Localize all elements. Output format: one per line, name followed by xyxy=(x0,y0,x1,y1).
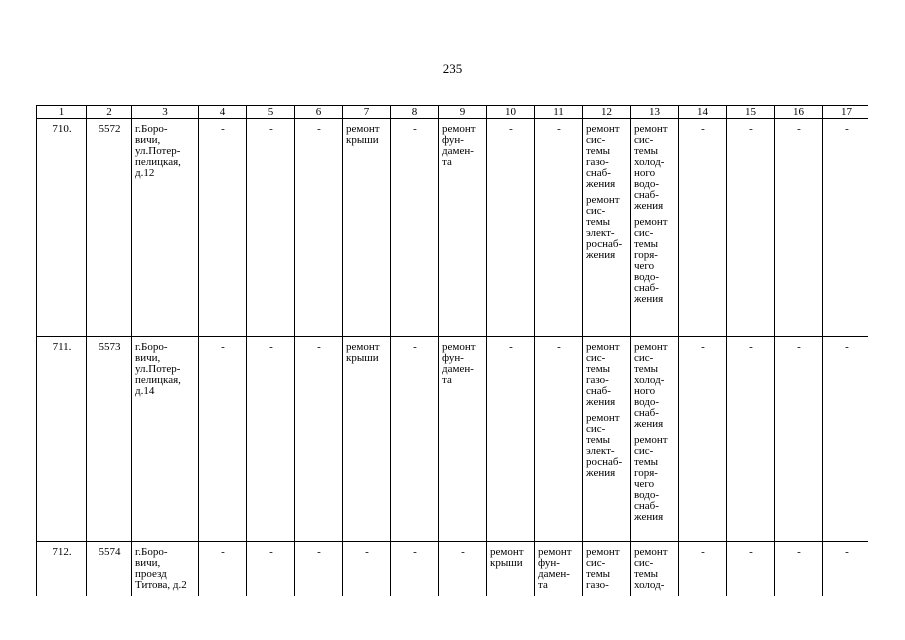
work-item-line: фун- xyxy=(442,352,464,364)
row-number-cell: 710. xyxy=(37,119,87,337)
work-item-line: ремонт xyxy=(634,123,668,135)
work-item-line: жения xyxy=(586,249,616,261)
column-number: 3 xyxy=(132,106,199,119)
work-item xyxy=(346,342,388,364)
column-number: 2 xyxy=(87,106,132,119)
work-item xyxy=(586,547,628,591)
work-item-line: дамен- xyxy=(538,568,570,580)
work-item-line: та xyxy=(442,374,452,386)
column-number: 1 xyxy=(37,106,87,119)
work-item xyxy=(634,547,676,591)
work-item-line: сис- xyxy=(586,423,606,435)
work-item-line: сис- xyxy=(586,134,606,146)
work-item-line: темы xyxy=(634,456,659,468)
table-row xyxy=(37,119,869,337)
address-cell xyxy=(132,119,199,337)
work-item-line: снаб- xyxy=(634,189,659,201)
empty-mark-cell: - xyxy=(391,542,439,597)
work-type-cell xyxy=(439,119,487,337)
column-number: 13 xyxy=(631,106,679,119)
empty-mark-cell: - xyxy=(391,337,439,542)
address-cell xyxy=(132,542,199,597)
work-item-line: темы xyxy=(586,434,611,446)
work-item-line: та xyxy=(538,579,548,591)
work-item-line: дамен- xyxy=(442,145,474,157)
table-row xyxy=(37,337,869,542)
empty-mark-cell: - xyxy=(679,119,727,337)
capital-repair-table xyxy=(36,105,868,596)
work-item-line: снаб- xyxy=(586,385,611,397)
empty-mark-cell: - xyxy=(247,542,295,597)
work-item-line: холод- xyxy=(634,156,665,168)
work-item-line: элект- xyxy=(586,445,615,457)
work-item-line: темы xyxy=(634,568,659,580)
table-row xyxy=(37,542,869,597)
work-item-line: снаб- xyxy=(634,500,659,512)
address-line: г.Боро- xyxy=(135,546,168,558)
work-type-cell xyxy=(583,542,631,597)
work-item-line: темы xyxy=(634,238,659,250)
column-number: 7 xyxy=(343,106,391,119)
work-item-line: фун- xyxy=(538,557,560,569)
work-item-line: холод- xyxy=(634,579,665,591)
work-item xyxy=(586,195,628,261)
work-item-line: газо- xyxy=(586,374,609,386)
work-type-cell xyxy=(343,337,391,542)
work-item-line: фун- xyxy=(442,134,464,146)
address-line: вичи, xyxy=(135,134,161,146)
empty-mark-cell: - xyxy=(823,119,869,337)
empty-mark-cell: - xyxy=(199,542,247,597)
work-item-line: ремонт xyxy=(586,412,620,424)
column-number: 8 xyxy=(391,106,439,119)
house-code-cell: 5574 xyxy=(87,542,132,597)
work-item-line: роснаб- xyxy=(586,238,623,250)
work-item-line: водо- xyxy=(634,178,660,190)
work-item xyxy=(634,342,676,430)
work-item-line: роснаб- xyxy=(586,456,623,468)
work-item-line: ремонт xyxy=(346,341,380,353)
work-item-line: чего xyxy=(634,260,655,272)
empty-mark-cell: - xyxy=(823,337,869,542)
empty-mark-cell: - xyxy=(247,337,295,542)
address-line: пелицкая, xyxy=(135,374,181,386)
work-type-cell xyxy=(343,119,391,337)
work-item-line: чего xyxy=(634,478,655,490)
row-number-cell: 711. xyxy=(37,337,87,542)
work-item xyxy=(442,124,484,168)
work-type-cell xyxy=(631,119,679,337)
house-code-cell: 5573 xyxy=(87,337,132,542)
empty-mark-cell: - xyxy=(727,119,775,337)
address-line: ул.Потер- xyxy=(135,145,181,157)
empty-mark-cell: - xyxy=(199,337,247,542)
address-line: г.Боро- xyxy=(135,123,168,135)
address-line: вичи, xyxy=(135,557,161,569)
house-code-cell: 5572 xyxy=(87,119,132,337)
work-item-line: ремонт xyxy=(586,123,620,135)
column-number: 12 xyxy=(583,106,631,119)
work-item-line: сис- xyxy=(634,557,654,569)
work-item-line: ремонт xyxy=(442,341,476,353)
work-item-line: жения xyxy=(634,200,664,212)
column-number: 14 xyxy=(679,106,727,119)
empty-mark-cell: - xyxy=(679,542,727,597)
empty-mark-cell: - xyxy=(295,542,343,597)
work-type-cell xyxy=(487,542,535,597)
column-number-row xyxy=(37,106,869,119)
page-number: 235 xyxy=(442,61,463,76)
address-cell xyxy=(132,337,199,542)
work-type-cell xyxy=(631,542,679,597)
empty-mark-cell: - xyxy=(439,542,487,597)
empty-mark-cell: - xyxy=(535,337,583,542)
work-item-line: жения xyxy=(586,178,616,190)
work-item-line: ного xyxy=(634,385,656,397)
column-number: 11 xyxy=(535,106,583,119)
empty-mark-cell: - xyxy=(775,119,823,337)
work-item xyxy=(490,547,532,569)
work-item-line: жения xyxy=(634,418,664,430)
work-item-line: крыши xyxy=(346,352,379,364)
work-item xyxy=(346,124,388,146)
work-type-cell xyxy=(583,119,631,337)
work-item-line: сис- xyxy=(586,557,606,569)
empty-mark-cell: - xyxy=(487,119,535,337)
work-item-line: сис- xyxy=(586,352,606,364)
column-number: 6 xyxy=(295,106,343,119)
work-item xyxy=(634,435,676,523)
work-item-line: темы xyxy=(586,145,611,157)
work-item-line: ного xyxy=(634,167,656,179)
work-item-line: холод- xyxy=(634,374,665,386)
work-item-line: снаб- xyxy=(586,167,611,179)
empty-mark-cell: - xyxy=(295,119,343,337)
column-number: 5 xyxy=(247,106,295,119)
work-item-line: ремонт xyxy=(586,546,620,558)
work-item-line: горя- xyxy=(634,467,658,479)
work-item-line: жения xyxy=(586,467,616,479)
work-item xyxy=(442,342,484,386)
table-body xyxy=(37,119,869,597)
work-item-line: водо- xyxy=(634,489,660,501)
empty-mark-cell: - xyxy=(727,542,775,597)
work-item-line: сис- xyxy=(634,352,654,364)
empty-mark-cell: - xyxy=(679,337,727,542)
work-item xyxy=(634,124,676,212)
work-item-line: темы xyxy=(586,568,611,580)
work-item-line: ремонт xyxy=(586,341,620,353)
empty-mark-cell: - xyxy=(199,119,247,337)
column-number: 9 xyxy=(439,106,487,119)
work-item-line: сис- xyxy=(586,205,606,217)
empty-mark-cell: - xyxy=(295,337,343,542)
work-item xyxy=(586,124,628,190)
empty-mark-cell: - xyxy=(487,337,535,542)
column-number: 17 xyxy=(823,106,869,119)
work-item-line: ремонт xyxy=(634,216,668,228)
work-item-line: дамен- xyxy=(442,363,474,375)
empty-mark-cell: - xyxy=(535,119,583,337)
work-item-line: ремонт xyxy=(586,194,620,206)
work-item-line: сис- xyxy=(634,445,654,457)
empty-mark-cell: - xyxy=(391,119,439,337)
work-item-line: ремонт xyxy=(346,123,380,135)
work-type-cell xyxy=(535,542,583,597)
work-item xyxy=(586,342,628,408)
work-item-line: газо- xyxy=(586,579,609,591)
work-item xyxy=(586,413,628,479)
address-line: пелицкая, xyxy=(135,156,181,168)
empty-mark-cell: - xyxy=(823,542,869,597)
work-item xyxy=(634,217,676,305)
work-item-line: та xyxy=(442,156,452,168)
column-number: 4 xyxy=(199,106,247,119)
work-item-line: жения xyxy=(634,511,664,523)
work-type-cell xyxy=(631,337,679,542)
empty-mark-cell: - xyxy=(775,337,823,542)
empty-mark-cell: - xyxy=(247,119,295,337)
empty-mark-cell: - xyxy=(343,542,391,597)
address-line: д.14 xyxy=(135,385,155,397)
empty-mark-cell: - xyxy=(775,542,823,597)
address-line: д.12 xyxy=(135,167,155,179)
work-item-line: темы xyxy=(586,363,611,375)
address-line: вичи, xyxy=(135,352,161,364)
work-item-line: снаб- xyxy=(634,407,659,419)
work-item-line: темы xyxy=(634,145,659,157)
work-item-line: темы xyxy=(586,216,611,228)
work-item-line: элект- xyxy=(586,227,615,239)
work-item-line: ремонт xyxy=(490,546,524,558)
work-item-line: ремонт xyxy=(634,546,668,558)
column-number: 16 xyxy=(775,106,823,119)
work-item-line: горя- xyxy=(634,249,658,261)
work-item-line: крыши xyxy=(490,557,523,569)
address-line: проезд xyxy=(135,568,167,580)
work-item-line: газо- xyxy=(586,156,609,168)
column-number: 15 xyxy=(727,106,775,119)
work-item-line: ремонт xyxy=(634,341,668,353)
work-item-line: сис- xyxy=(634,134,654,146)
work-item-line: ремонт xyxy=(442,123,476,135)
work-item-line: сис- xyxy=(634,227,654,239)
address-line: ул.Потер- xyxy=(135,363,181,375)
address-line: Титова, д.2 xyxy=(135,579,187,591)
work-item-line: ремонт xyxy=(634,434,668,446)
work-item-line: снаб- xyxy=(634,282,659,294)
work-item-line: ремонт xyxy=(538,546,572,558)
work-type-cell xyxy=(583,337,631,542)
row-number-cell: 712. xyxy=(37,542,87,597)
address-line: г.Боро- xyxy=(135,341,168,353)
work-item-line: жения xyxy=(586,396,616,408)
work-item-line: крыши xyxy=(346,134,379,146)
work-item-line: жения xyxy=(634,293,664,305)
column-number: 10 xyxy=(487,106,535,119)
empty-mark-cell: - xyxy=(727,337,775,542)
works-table-sheet xyxy=(36,105,868,596)
work-item xyxy=(538,547,580,591)
work-type-cell xyxy=(439,337,487,542)
work-item-line: водо- xyxy=(634,271,660,283)
work-item-line: темы xyxy=(634,363,659,375)
work-item-line: водо- xyxy=(634,396,660,408)
